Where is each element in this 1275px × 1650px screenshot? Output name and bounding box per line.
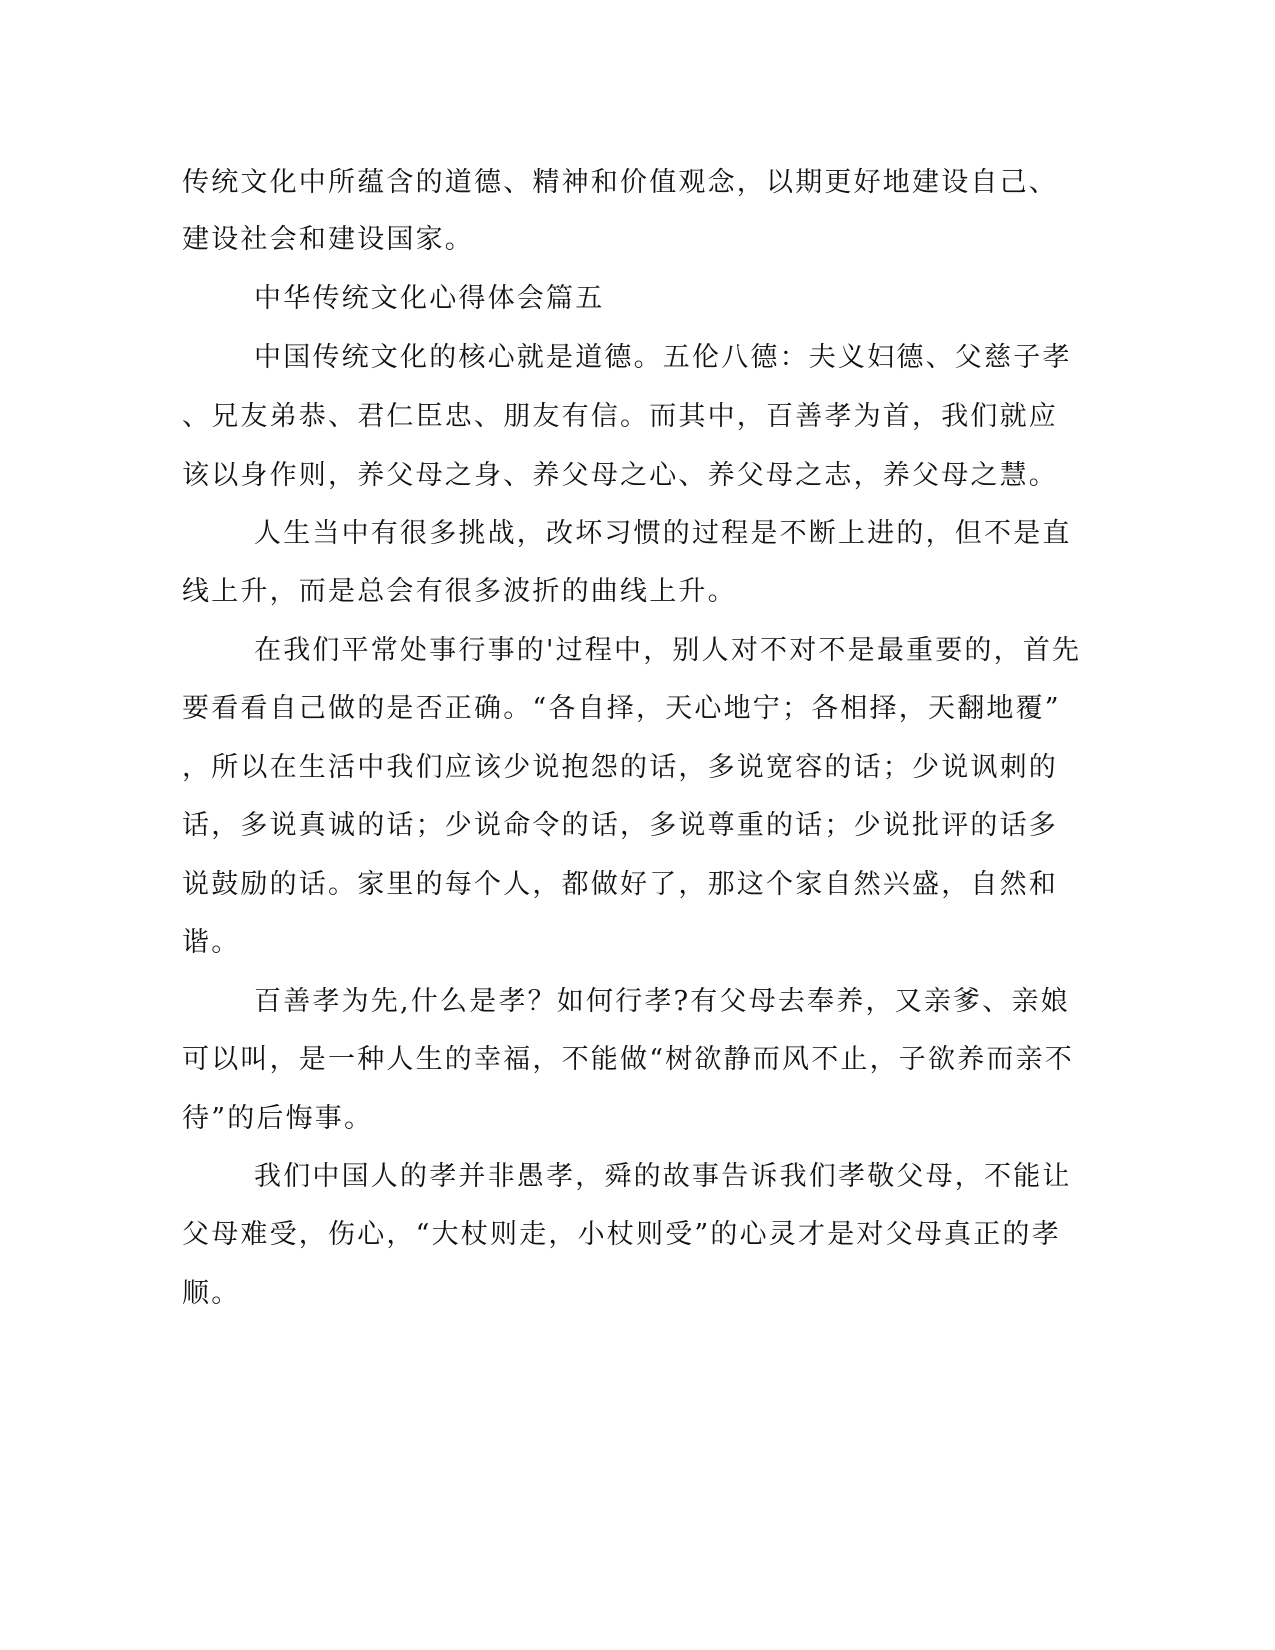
paragraph-line: 该以身作则，养父母之身、养父母之心、养父母之志，养父母之慧。 bbox=[182, 460, 1058, 491]
paragraph-line: 父母难受，伤心，“大杖则走，小杖则受”的心灵才是对父母真正的孝 bbox=[182, 1219, 1061, 1250]
paragraph-line: 话，多说真诚的话；少说命令的话，多说尊重的话；少说批评的话多 bbox=[182, 810, 1058, 841]
paragraph-line: 要看看自己做的是否正确。“各自择，天心地宁；各相择，天翻地覆” bbox=[182, 693, 1061, 724]
paragraph-line: 我们中国人的孝并非愚孝，舜的故事告诉我们孝敬父母，不能让 bbox=[254, 1161, 1072, 1192]
paragraph-line: 百善孝为先,什么是孝？如何行孝?有父母去奉养，又亲爹、亲娘 bbox=[254, 986, 1070, 1017]
paragraph-line: 可以叫，是一种人生的幸福，不能做“树欲静而风不止，子欲养而亲不 bbox=[182, 1044, 1075, 1075]
paragraph-line: 、兄友弟恭、君仁臣忠、朋友有信。而其中，百善孝为首，我们就应 bbox=[182, 401, 1058, 432]
paragraph-line: 顺。 bbox=[182, 1278, 241, 1309]
paragraph-line: 人生当中有很多挑战，改坏习惯的过程是不断上进的，但不是直 bbox=[254, 518, 1072, 549]
paragraph-line: 待”的后悔事。 bbox=[182, 1103, 374, 1134]
paragraph-line: 中国传统文化的核心就是道德。五伦八德：夫义妇德、父慈子孝 bbox=[254, 342, 1072, 373]
paragraph-line: 说鼓励的话。家里的每个人，都做好了，那这个家自然兴盛，自然和 bbox=[182, 869, 1058, 900]
section-heading: 中华传统文化心得体会篇五 bbox=[254, 283, 605, 314]
paragraph-line: 在我们平常处事行事的'过程中，别人对不对不是最重要的，首先 bbox=[254, 635, 1082, 666]
paragraph-line: ，所以在生活中我们应该少说抱怨的话，多说宽容的话；少说讽刺的 bbox=[182, 752, 1058, 783]
paragraph-line: 谐。 bbox=[182, 927, 241, 958]
paragraph-line: 线上升，而是总会有很多波折的曲线上升。 bbox=[182, 576, 737, 607]
paragraph-line: 传统文化中所蕴含的道德、精神和价值观念，以期更好地建设自己、 bbox=[182, 167, 1058, 198]
paragraph-line: 建设社会和建设国家。 bbox=[182, 224, 474, 255]
